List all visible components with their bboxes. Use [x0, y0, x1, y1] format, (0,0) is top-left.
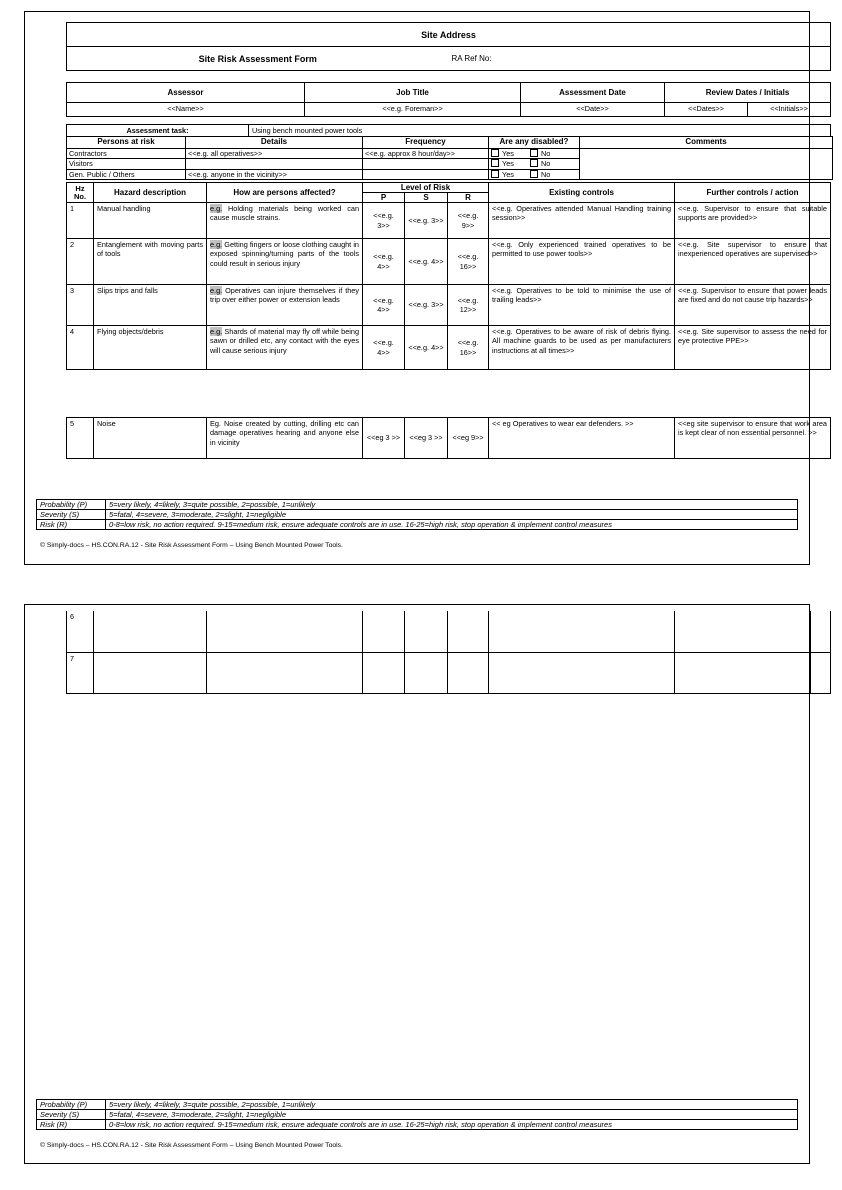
- probability-text: 5=very likely, 4=likely, 3=quite possible, 2=possible, 1=unlikely: [106, 500, 798, 510]
- affected-description[interactable]: e.g. Getting fingers or loose clothing caught in exposed spinning/turning parts of the tools could result in serious injury: [207, 239, 363, 285]
- person-details[interactable]: <<e.g. all operatives>>: [186, 149, 363, 159]
- p-value[interactable]: [363, 652, 405, 693]
- probability-label: Probability (P): [37, 500, 106, 510]
- no-label: No: [540, 159, 551, 169]
- s-value[interactable]: <<e.g. 3>>: [405, 203, 448, 239]
- table-row: [67, 203, 831, 239]
- affected-description[interactable]: e.g. Holding materials being worked can cause muscle strains.: [207, 203, 363, 239]
- hz-no: 5: [67, 418, 94, 459]
- hz-no: 4: [67, 326, 94, 370]
- severity-label: Severity (S): [37, 1110, 106, 1120]
- yes-label: Yes: [502, 149, 514, 158]
- affected-description[interactable]: e.g. Shards of material may fly off while being sawn or drilled etc, any contact with the eyes will cause serious injury: [207, 326, 363, 370]
- existing-controls[interactable]: <<e.g. Operatives to be told to minimise the use of trailing leads>>: [489, 285, 675, 326]
- hz-no: 3: [67, 285, 94, 326]
- table-row: [67, 149, 833, 159]
- r-value[interactable]: <<e.g. 9>>: [448, 203, 489, 239]
- severity-text: 5=fatal, 4=severe, 3=moderate, 2=slight, 1=negligible: [106, 510, 798, 520]
- s-value[interactable]: <<e.g. 3>>: [405, 285, 448, 326]
- no-label: No: [540, 169, 551, 179]
- yes-checkbox[interactable]: [491, 149, 499, 157]
- review-initials-value[interactable]: <<Initials>>: [748, 103, 831, 117]
- probability-text: 5=very likely, 4=likely, 3=quite possible, 2=possible, 1=unlikely: [106, 1100, 798, 1110]
- severity-text: 5=fatal, 4=severe, 3=moderate, 2=slight, 1=negligible: [106, 1110, 798, 1120]
- hazard-description[interactable]: Slips trips and falls: [94, 285, 207, 326]
- hz-no: 6: [67, 611, 94, 652]
- p-value[interactable]: <<e.g. 4>>: [363, 285, 405, 326]
- p-value[interactable]: <<e.g. 4>>: [363, 239, 405, 285]
- hazard-description[interactable]: [94, 611, 207, 652]
- hazard-description[interactable]: Manual handling: [94, 203, 207, 239]
- existing-controls[interactable]: [489, 652, 675, 693]
- table-row: [67, 611, 831, 652]
- existing-controls[interactable]: << eg Operatives to wear ear defenders. >>: [489, 418, 675, 459]
- person-details[interactable]: <<e.g. anyone in the vicinity>>: [186, 169, 363, 179]
- further-controls[interactable]: <<e.g. Supervisor to ensure that suitable supports are provided>>: [675, 203, 831, 239]
- table-row: [67, 652, 831, 693]
- r-value[interactable]: [448, 652, 489, 693]
- p-value[interactable]: <<eg 3 >>: [363, 418, 405, 459]
- no-label: No: [540, 149, 551, 158]
- probability-label: Probability (P): [37, 1100, 106, 1110]
- s-value[interactable]: <<e.g. 4>>: [405, 326, 448, 370]
- existing-controls[interactable]: <<e.g. Only experienced trained operatives to be permitted to use power tools>>: [489, 239, 675, 285]
- existing-controls[interactable]: [489, 611, 675, 652]
- s-header: S: [405, 193, 448, 203]
- no-checkbox[interactable]: [530, 170, 538, 178]
- review-dates-value[interactable]: <<Dates>>: [665, 103, 748, 117]
- assessor-table: [66, 82, 831, 117]
- persons-table: [66, 136, 833, 180]
- footer-copyright: © Simply-docs – HS.CON.RA.12 - Site Risk Assessment Form – Using Bench Mounted Power Tools.: [40, 542, 343, 549]
- r-value[interactable]: <<e.g. 16>>: [448, 326, 489, 370]
- severity-label: Severity (S): [37, 510, 106, 520]
- further-controls[interactable]: <<e.g. Site supervisor to assess the need for eye protective PPE>>: [675, 326, 831, 370]
- r-header: R: [448, 193, 489, 203]
- person-frequency[interactable]: <<e.g. approx 8 hour/day>>: [363, 149, 489, 159]
- yes-checkbox[interactable]: [491, 170, 499, 178]
- further-controls[interactable]: [675, 611, 811, 652]
- assessor-value[interactable]: <<Name>>: [67, 103, 305, 117]
- table-row: [67, 418, 831, 459]
- review-dates-header: Review Dates / Initials: [665, 83, 831, 103]
- hz-no-header: Hz No.: [67, 183, 94, 203]
- hazard-description[interactable]: Entanglement with moving parts of tools: [94, 239, 207, 285]
- further-controls[interactable]: [675, 652, 811, 693]
- further-controls[interactable]: <<e.g. Site supervisor to ensure that inexperienced operatives are supervised>>: [675, 239, 831, 285]
- r-value[interactable]: <<e.g. 16>>: [448, 239, 489, 285]
- further-controls[interactable]: <<e.g. Supervisor to ensure that power leads are fixed and do not cause trip hazards>>: [675, 285, 831, 326]
- p-value[interactable]: [363, 611, 405, 652]
- hazard-header: Hazard description: [94, 183, 207, 203]
- affected-description[interactable]: [207, 652, 363, 693]
- s-value[interactable]: [405, 652, 448, 693]
- level-header: Level of Risk: [363, 183, 489, 193]
- risk-text: 0-8=low risk, no action required. 9-15=medium risk, ensure adequate controls are in use. 16-25=high risk, stop operation & implement control measures: [106, 1120, 798, 1130]
- footer-copyright: © Simply-docs – HS.CON.RA.12 - Site Risk Assessment Form – Using Bench Mounted Power Tools.: [40, 1142, 343, 1149]
- form-title: Site Risk Assessment Form: [67, 47, 449, 71]
- frequency-header: Frequency: [363, 137, 489, 149]
- hazard-description[interactable]: Flying objects/debris: [94, 326, 207, 370]
- affected-description[interactable]: Eg. Noise created by cutting, drilling etc can damage operatives hearing and anyone else in vicinity: [207, 418, 363, 459]
- hz-no: 2: [67, 239, 94, 285]
- no-checkbox[interactable]: [530, 149, 538, 157]
- further-controls[interactable]: <<eg site supervisor to ensure that work area is kept clear of non essential personnel. >>: [675, 418, 831, 459]
- extra-cell[interactable]: [811, 611, 831, 652]
- yes-label: Yes: [502, 169, 514, 179]
- affected-description[interactable]: e.g. Operatives can injure themselves if they trip over either power or extension leads: [207, 285, 363, 326]
- person-frequency[interactable]: [363, 159, 489, 169]
- person-contractors: Contractors: [67, 149, 186, 159]
- assessment-date-header: Assessment Date: [521, 83, 665, 103]
- task-label: Assessment task:: [67, 125, 249, 137]
- person-public: Gen. Public / Others: [67, 169, 186, 179]
- site-address: Site Address: [67, 23, 831, 47]
- affected-description[interactable]: [207, 611, 363, 652]
- hazard-table: [66, 182, 831, 370]
- p-value[interactable]: <<e.g. 4>>: [363, 326, 405, 370]
- further-header: Further controls / action: [675, 183, 831, 203]
- person-frequency[interactable]: [363, 169, 489, 179]
- hz-no: 7: [67, 652, 94, 693]
- hazard-table-page2: [66, 611, 831, 694]
- existing-controls[interactable]: <<e.g. Operatives to be aware of risk of debris flying. All machine guards to be used as per manufacturers instructions at all times>>: [489, 326, 675, 370]
- details-header: Details: [186, 137, 363, 149]
- s-value[interactable]: <<eg 3 >>: [405, 418, 448, 459]
- table-row: [67, 326, 831, 370]
- risk-label: Risk (R): [37, 520, 106, 530]
- r-value[interactable]: <<eg 9>>: [448, 418, 489, 459]
- assessment-date-value[interactable]: <<Date>>: [521, 103, 665, 117]
- person-visitors: Visitors: [67, 159, 186, 169]
- existing-controls[interactable]: <<e.g. Operatives attended Manual Handling training session>>: [489, 203, 675, 239]
- risk-legend-page2: [36, 1099, 798, 1130]
- disabled-choice: [489, 149, 580, 159]
- disabled-choice: [489, 169, 580, 179]
- yes-label: Yes: [502, 159, 514, 169]
- hazard-description[interactable]: [94, 652, 207, 693]
- hazard-table-row5: [66, 417, 831, 459]
- job-title-header: Job Title: [305, 83, 521, 103]
- p-header: P: [363, 193, 405, 203]
- hazard-description[interactable]: Noise: [94, 418, 207, 459]
- risk-text: 0-8=low risk, no action required. 9-15=medium risk, ensure adequate controls are in use. 16-25=high risk, stop operation & implement control measures: [106, 520, 798, 530]
- disabled-header: Are any disabled?: [489, 137, 580, 149]
- existing-header: Existing controls: [489, 183, 675, 203]
- ra-ref-label: RA Ref No:: [449, 47, 831, 71]
- disabled-choice: [489, 159, 580, 169]
- person-details[interactable]: [186, 159, 363, 169]
- table-row: [67, 239, 831, 285]
- r-value[interactable]: <<e.g. 12>>: [448, 285, 489, 326]
- assessor-header: Assessor: [67, 83, 305, 103]
- risk-legend: [36, 499, 798, 530]
- s-value[interactable]: [405, 611, 448, 652]
- persons-header: Persons at risk: [67, 137, 186, 149]
- r-value[interactable]: [448, 611, 489, 652]
- risk-label: Risk (R): [37, 1120, 106, 1130]
- comments-header: Comments: [580, 137, 833, 149]
- yes-checkbox[interactable]: [491, 159, 499, 167]
- table-row: [67, 285, 831, 326]
- title-table: [66, 22, 831, 71]
- task-value[interactable]: Using bench mounted power tools: [249, 125, 831, 137]
- extra-cell[interactable]: [811, 652, 831, 693]
- s-value[interactable]: <<e.g. 4>>: [405, 239, 448, 285]
- p-value[interactable]: <<e.g. 3>>: [363, 203, 405, 239]
- no-checkbox[interactable]: [530, 159, 538, 167]
- job-title-value[interactable]: <<e.g. Foreman>>: [305, 103, 521, 117]
- affected-header: How are persons affected?: [207, 183, 363, 203]
- hz-no: 1: [67, 203, 94, 239]
- comments-value[interactable]: [580, 149, 833, 180]
